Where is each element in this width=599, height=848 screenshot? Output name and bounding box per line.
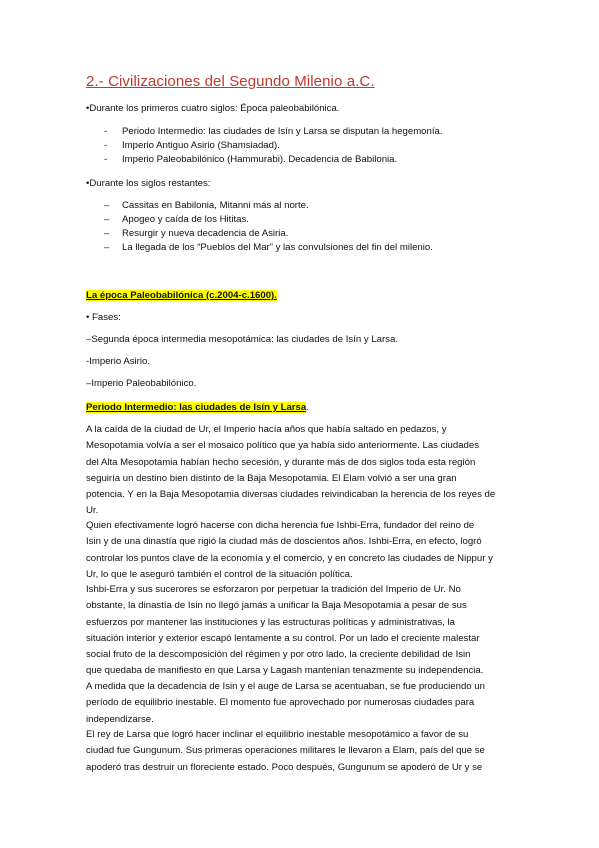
paragraph xyxy=(86,679,516,728)
paragraph-line: A medida que la decadencia de Isin y el auge de Larsa se acentuaban, se fue produciendo un xyxy=(86,681,485,692)
intro-bullet-2: •Durante los siglos restantes: xyxy=(86,178,211,189)
fase-item: -Imperio Asirio. xyxy=(86,356,150,367)
fase-item: –Imperio Paleobabilónico. xyxy=(86,378,197,389)
paragraph xyxy=(86,518,516,583)
list-item: La llegada de los “Pueblos del Mar” y las convulsiones del fin del milenio. xyxy=(122,242,433,253)
paragraph-line: período de equilibrio inestable. El momento fue aprovechado por numerosas ciudades para xyxy=(86,697,475,709)
intro-bullet-1: •Durante los primeros cuatro siglos: Época paleobabilónica. xyxy=(86,103,340,114)
paragraph-line: A la caída de la ciudad de Ur, el Imperio hacía años que había saltado en pedazos, y xyxy=(86,424,447,435)
paragraph-line: obstante, la dinastía de Isin no llegó jamás a unificar la Baja Mesopotamia a pesar de sus xyxy=(86,600,467,612)
paragraph-line: Ishbi-Erra y sus sucerores se esforzaron por perpetuar la tradición del Imperio de Ur. No xyxy=(86,584,461,595)
paragraph-line: Mesopotamia volvía a ser el mosaico político que ya había sido anteriormente. Las ciudades xyxy=(86,440,480,452)
sub-heading xyxy=(86,402,309,414)
list-dash: – xyxy=(104,242,110,253)
paragraph-line: independizarse. xyxy=(86,713,154,725)
page-title: 2.- Civilizaciones del Segundo Milenio a.C. xyxy=(86,73,375,90)
paragraph-line: Ur, lo que le aseguró también el control de la situación política. xyxy=(86,568,353,580)
paragraph-line: El rey de Larsa que logró hacer inclinar el equilibrio inestable mesopotámico a favor de su xyxy=(86,729,469,740)
list-item: Resurgir y nueva decadencia de Asiria. xyxy=(122,228,289,239)
paragraph-line: social fruto de la descomposición del régimen y por otro lado, la creciente debilidad de Isin xyxy=(86,649,471,661)
paragraph-line: Quien efectivamente logró hacerse con dicha herencia fue Ishbi-Erra, fundador del reino de xyxy=(86,520,475,531)
paragraph-line: seguiría un destino bien distinto de la Baja Mesopotamia. El Elam volvió a ser una gran xyxy=(86,472,457,484)
list-dash: – xyxy=(104,228,110,239)
paragraph-line: esfuerzos por mantener las instituciones y las estructuras políticas y administrativas, la xyxy=(86,616,455,628)
list-dash: - xyxy=(104,126,108,137)
paragraph xyxy=(86,727,516,776)
paragraph xyxy=(86,422,516,520)
sub-heading-tail: . xyxy=(306,402,309,413)
list-dash: - xyxy=(104,154,108,165)
paragraph-line: Ur. xyxy=(86,505,99,517)
sub-heading-text: Periodo Intermedio: las ciudades de Isín y Larsa xyxy=(86,402,307,413)
list-dash: – xyxy=(104,200,110,211)
paragraph-line: potencia. Y en la Baja Mesopotamia diversas ciudades reivindicaban la herencia de los reyes de xyxy=(86,489,496,501)
list-item: Imperio Paleobabilónico (Hammurabi). Decadencia de Babilonia. xyxy=(122,154,398,165)
section-heading xyxy=(86,290,277,302)
paragraph-line: situación interior y exterior escapó lentamente a su control. Por un lado el creciente malestar xyxy=(86,632,480,644)
list-item: Cassitas en Babilonia, Mitanni más al norte. xyxy=(122,200,309,211)
paragraph-line: del Alta Mesopotamia habían hecho secesión, y durante más de dos siglos toda esta región xyxy=(86,456,476,468)
paragraph-line: ciudad fue Gungunum. Sus primeras operaciones militares le llevaron a Elam, país del que se xyxy=(86,745,485,757)
section-heading-text: La época Paleobabilónica (c.2004-c.1600). xyxy=(86,290,277,301)
list-item: Imperio Antiguo Asirio (Shamsiadad). xyxy=(122,140,280,151)
fase-item: –Segunda época intermedia mesopotámica: las ciudades de Isín y Larsa. xyxy=(86,334,398,345)
paragraph-line: que quedaba de manifiesto en que Larsa y Lagash mantenían tenazmente su independencia. xyxy=(86,665,484,677)
list-item: Periodo Intermedio: las ciudades de Isín y Larsa se disputan la hegemonía. xyxy=(122,126,443,137)
list-item: Apogeo y caída de los Hititas. xyxy=(122,214,249,225)
list-dash: - xyxy=(104,140,108,151)
list-dash: – xyxy=(104,214,110,225)
paragraph-line: Isin y de una dinastía que rigió la ciudad más de doscientos años. Ishbi-Erra, en efecto, logró xyxy=(86,536,482,548)
paragraph-line: controlar los puntos clave de la economía y el comercio, y en concreto las ciudades de Nippur y xyxy=(86,552,493,564)
fases-label: • Fases: xyxy=(86,312,121,323)
paragraph-line: apoderó tras destruir un floreciente estado. Poco después, Gungunum se apoderó de Ur y se xyxy=(86,761,483,773)
paragraph xyxy=(86,582,516,680)
